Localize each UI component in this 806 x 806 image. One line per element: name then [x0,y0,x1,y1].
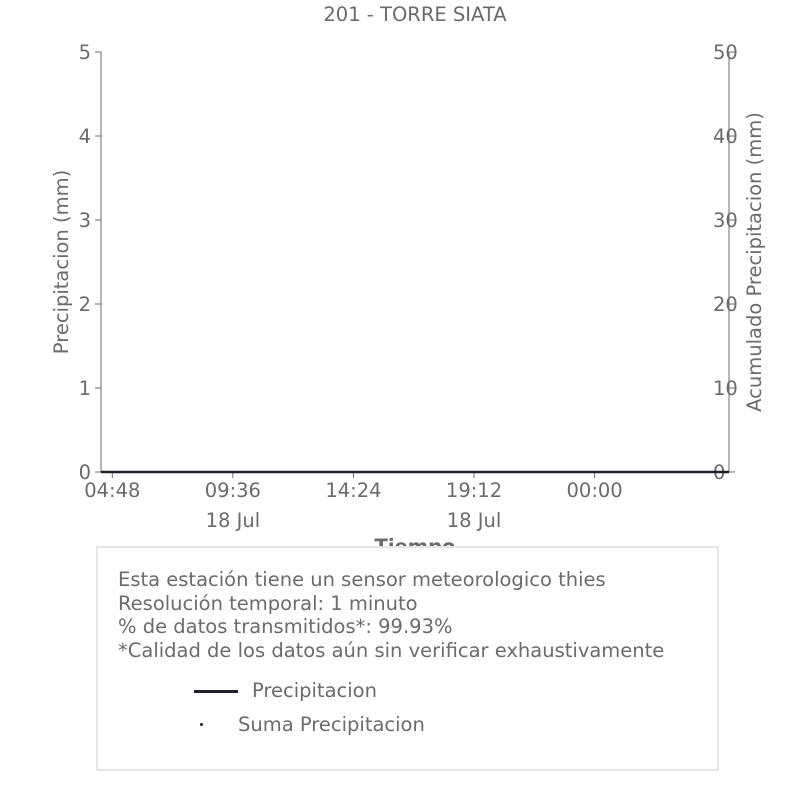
x-tick-sublabel: 18 Jul [446,509,502,532]
legend-item-precipitacion [98,676,698,706]
x-tick-label: 19:12 [445,479,503,502]
y-tick-label: 5 [78,41,91,64]
info-line-resolution: Resolución temporal: 1 minuto [118,591,418,615]
y-tick-label: 2 [78,293,91,316]
chart-title: 201 - TORRE SIATA [323,3,507,26]
info-line-quality-note: *Calidad de los datos aún sin verificar exhaustivamente [118,638,665,662]
x-tick-label: 14:24 [325,479,382,502]
y-tick-label-right: 10 [713,377,738,400]
y-tick-label-right: 40 [713,125,738,148]
legend-item-suma-precipitacion [98,710,698,740]
legend-line-swatch [194,690,238,693]
y-tick-label: 0 [78,461,91,484]
y-tick-label-right: 50 [713,41,738,64]
right-y-tick-group [713,41,738,484]
y-tick-label-right: 0 [713,461,726,484]
station-info [118,568,664,662]
x-tick-group [84,472,623,532]
y-axis-label: Precipitacion (mm) [50,169,73,355]
info-legend-box [96,546,719,771]
y-tick-label: 1 [78,377,91,400]
x-tick-label: 04:48 [84,479,141,502]
legend-label: Precipitacion [252,679,377,702]
y-axis-label-right: Acumulado Precipitacion (mm) [743,112,766,412]
info-line-transmitted: % de datos transmitidos*: 99.93% [118,615,453,638]
y-tick-label-right: 20 [713,293,738,316]
legend-dot-swatch [200,723,203,726]
y-tick-label-right: 30 [713,209,738,232]
x-tick-sublabel: 18 Jul [205,509,261,532]
left-y-tick-group [79,41,101,484]
y-tick-label: 3 [78,209,91,232]
x-tick-label: 00:00 [566,479,623,502]
info-line-sensor: Esta estación tiene un sensor meteorologico thies [118,568,606,591]
legend-label: Suma Precipitacion [238,713,425,736]
y-tick-label: 4 [78,125,91,148]
x-tick-label: 09:36 [204,479,261,502]
